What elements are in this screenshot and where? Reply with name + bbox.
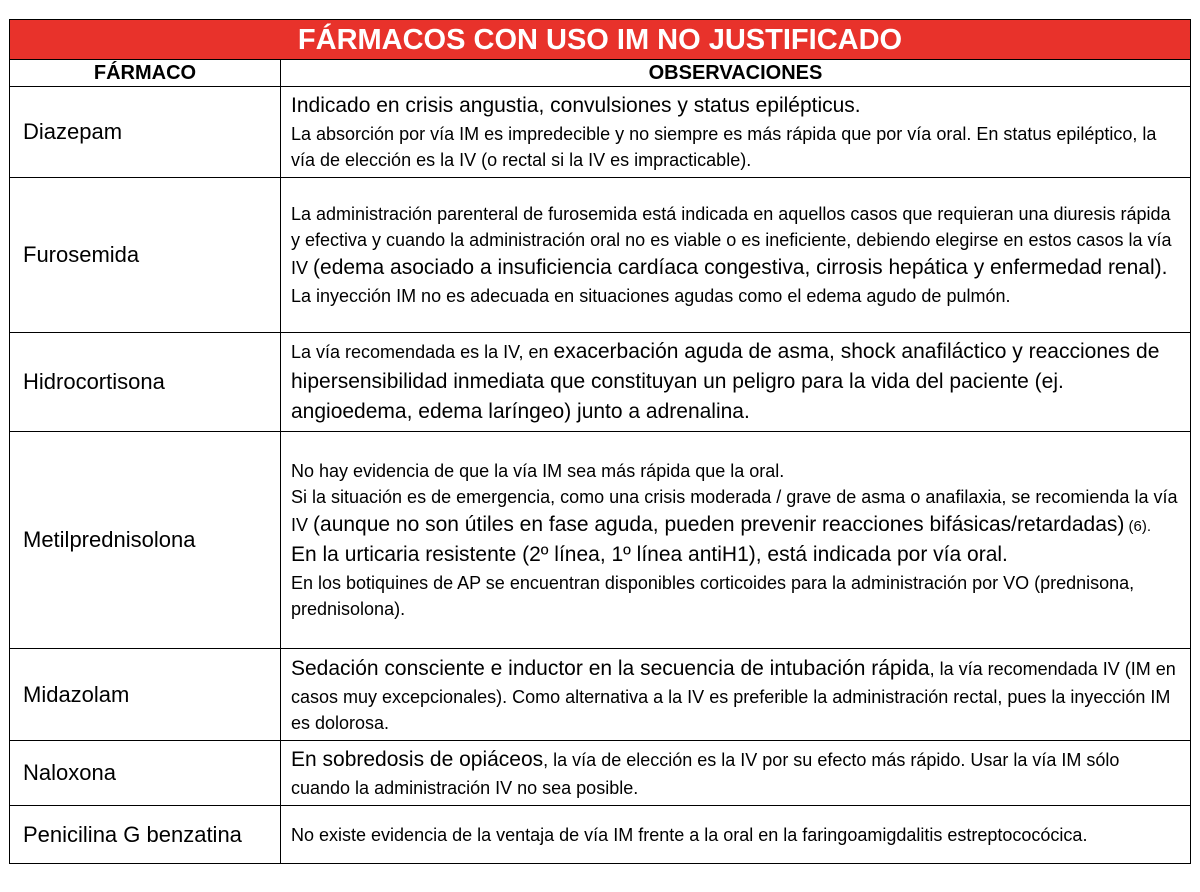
title-row: [10, 20, 1191, 60]
obs-text: , la vía recomendada IV (IM en casos muy excepcionales). Como alternativa a la IV es preferible la administración rectal, pues la inyección IM es dolorosa.: [291, 658, 1176, 733]
observations: [281, 806, 1191, 864]
obs-paragraph: [291, 337, 1180, 427]
obs-paragraph: En la urticaria resistente (2º línea, 1º línea antiH1), está indicada por vía oral.: [291, 543, 1008, 566]
obs-text: , la vía de elección es la IV por su efecto más rápido. Usar la vía IM sólo cuando la administración IV no sea posible.: [291, 750, 1120, 798]
header-observations: OBSERVACIONES: [281, 60, 1191, 87]
observations: [281, 87, 1191, 178]
obs-paragraph: [291, 654, 1180, 736]
obs-text: La administración parenteral de furosemida está indicada en aquellos casos que requieran una diuresis rápida y efectiva y cuando la administración oral no es viable o es ineficiente, debiendo elegirse en estos casos la vía IV: [291, 204, 1172, 278]
obs-text-emphasis: (edema asociado a insuficiencia cardíaca congestiva, cirrosis hepática y enfermedad renal).: [313, 256, 1168, 279]
table-row: [10, 87, 1191, 178]
reference-citation: (6).: [1124, 518, 1152, 535]
obs-paragraph: No hay evidencia de que la vía IM sea más rápida que la oral.: [291, 461, 785, 481]
observations: [281, 432, 1191, 649]
obs-paragraph: [291, 484, 1180, 540]
observations: [281, 649, 1191, 741]
observations: [281, 741, 1191, 806]
drug-name: Furosemida: [10, 178, 281, 333]
table-title: FÁRMACOS CON USO IM NO JUSTIFICADO: [10, 20, 1191, 60]
observations: [281, 178, 1191, 333]
obs-paragraph: No existe evidencia de la ventaja de vía IM frente a la oral en la faringoamigdalitis estreptococócica.: [291, 824, 1088, 845]
obs-paragraph: Indicado en crisis angustia, convulsiones y status epilépticus.: [291, 94, 861, 117]
drug-name: Naloxona: [10, 741, 281, 806]
observations: [281, 333, 1191, 432]
obs-text: Si la situación es de emergencia, como una crisis moderada / grave de asma o anafilaxia, se recomienda la vía IV: [291, 487, 1178, 535]
header-drug: FÁRMACO: [10, 60, 281, 87]
obs-paragraph: [291, 201, 1180, 283]
obs-paragraph: En los botiquines de AP se encuentran disponibles corticoides para la administración por VO (prednisona, prednisolona).: [291, 573, 1135, 619]
table-row: [10, 741, 1191, 806]
obs-paragraph: [291, 745, 1180, 801]
drugs-table: [9, 19, 1191, 864]
table-row: [10, 806, 1191, 864]
obs-text-emphasis: exacerbación aguda de asma, shock anafiláctico y reacciones de hipersensibilidad inmediata que constituyan un peligro para la vida del paciente (ej. angioedema, edema laríngeo) junto a adrenalina.: [291, 340, 1160, 423]
obs-paragraph: La inyección IM no es adecuada en situaciones agudas como el edema agudo de pulmón.: [291, 286, 1011, 306]
table-row: [10, 432, 1191, 649]
drug-name: Midazolam: [10, 649, 281, 741]
obs-text-emphasis: (aunque no son útiles en fase aguda, pueden prevenir reacciones bifásicas/retardadas): [313, 513, 1125, 536]
header-row: [10, 60, 1191, 87]
drug-name: Penicilina G benzatina: [10, 806, 281, 864]
obs-text: La vía recomendada es la IV, en: [291, 342, 554, 362]
drug-name: Hidrocortisona: [10, 333, 281, 432]
obs-text-emphasis: En sobredosis de opiáceos: [291, 748, 544, 771]
obs-paragraph: La absorción por vía IM es impredecible y no siempre es más rápida que por vía oral. En status epiléptico, la vía de elección es la IV (o rectal si la IV es impracticable).: [291, 124, 1157, 170]
drug-name: Diazepam: [10, 87, 281, 178]
table-row: [10, 178, 1191, 333]
obs-text-emphasis: Sedación consciente e inductor en la secuencia de intubación rápida: [291, 656, 930, 680]
document: [9, 19, 1191, 864]
table-row: [10, 333, 1191, 432]
drug-name: Metilprednisolona: [10, 432, 281, 649]
table-row: [10, 649, 1191, 741]
